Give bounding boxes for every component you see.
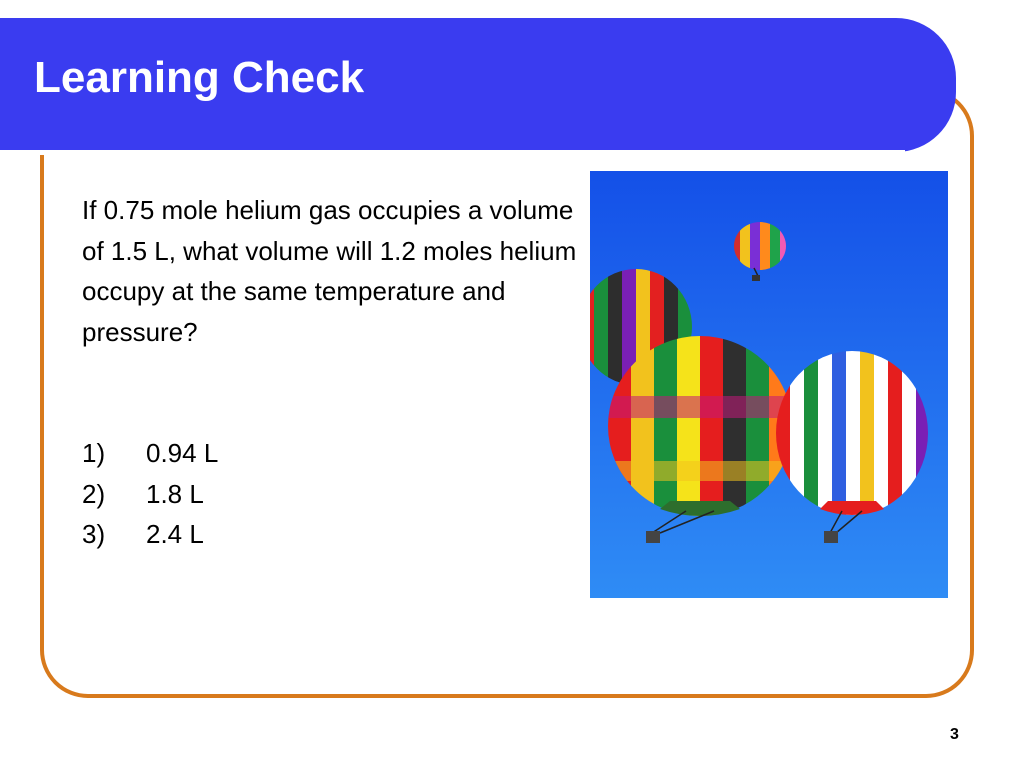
option-3 [82,514,218,555]
hot-air-balloons-photo [590,171,948,598]
page-number: 3 [950,726,959,743]
slide-title: Learning Check [34,53,365,102]
option-1-text: 0.94 L [146,438,219,468]
answer-options [82,433,218,555]
option-2 [82,474,218,515]
title-underline [0,150,905,155]
option-1-number: 1) [82,438,106,468]
option-3-number: 3) [82,519,106,549]
question-text: If 0.75 mole helium gas occupies a volume of 1.5 L, what volume will 1.2 moles helium occupy at the same temperature and pressure? [82,195,577,347]
option-3-text: 2.4 L [146,519,204,549]
option-2-text: 1.8 L [146,478,204,509]
option-1 [82,433,218,474]
option-2-number: 2) [82,478,106,509]
